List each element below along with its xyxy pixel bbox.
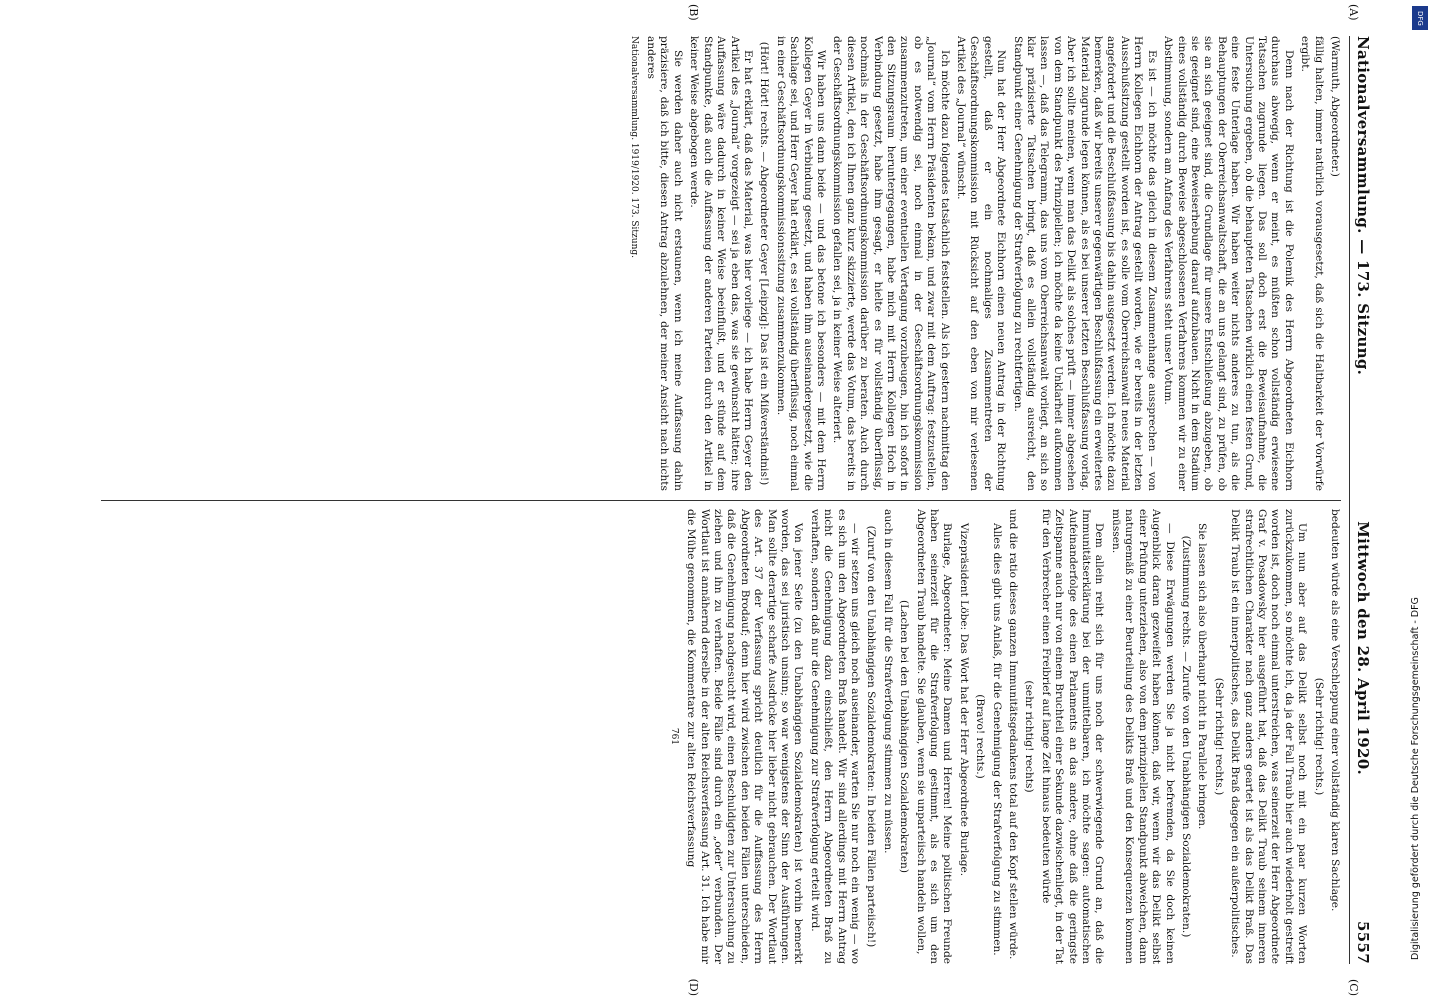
paragraph: Sie lassen sich also überhaupt nicht in Parallele bringen. (1196, 523, 1209, 830)
columns (101, 36, 1341, 964)
interjection: (Zustimmung rechts. — Zurufe von den Unabhängigen Sozialdemokraten.) (1179, 535, 1192, 938)
paragraph: Alles dies gibt uns Anlaß, für die Genehmigung der Strafverfolgung zu stimmen. (990, 523, 1003, 956)
interjection: (Lachen bei den Unabhängigen Sozialdemokraten) (898, 599, 911, 874)
paragraph: Sie werden daher auch nicht erstaunen, wenn ich meine Auffassung dahin präzisiere, daß ich bitte, diesen Antrag abzulehnen, der meiner Ansicht nach nichts anderes (645, 36, 684, 491)
paragraph: Wir haben uns dann beide — und das betone ich besonders — mit dem Herrn Kollegen Geyer in Verbindung gesetzt, und haben ihm auseinandergesetzt, wie die Sachlage sei, und Herr Geyer hat erklärt, es sei vollständig überflüssig, noch einmal in einer Geschäftsordnungskommissionssitzung zusammenzukommen. (774, 36, 827, 491)
header-date: Mittwoch den 28. April 1920. (1354, 521, 1372, 776)
paragraph: bedeuten würde als eine Verschleppung einer vollständig klaren Sachlage. (1329, 509, 1341, 912)
margin-marker-a: (A) (1347, 4, 1360, 21)
paragraph: fällig halten, immer natürlich vorausgesetzt, daß sich die Haltbarkeit der Vorwürfe ergibt. (1299, 36, 1325, 491)
paragraph: Nun hat der Herr Abgeordnete Eichhorn einen neuen Antrag in der Richtung gestellt, daß er ein nochmaliges Zusammentreten der Geschäftsordnungskommission mit Rücksicht auf den eben von mir verlesenen Artikel des „Journal“ wünscht. (955, 36, 1008, 491)
page-number: 5557 (1354, 921, 1372, 964)
column-divider (101, 500, 1341, 501)
interjection: (Bravo! rechts.) (974, 694, 987, 779)
paragraph: Es ist — ich möchte das gleich in diesem Zusammenhange aussprechen — von Herrn Kollegen Eichhorn der Antrag gestellt worden, wie er bereits in der letzten Ausschußsitzung gestellt worden ist, es solle vom Oberreichsanwalt neues Material angefordert und die Beschlußfassung bis dahin ausgesetzt werden. Ich möchte dazu bemerken, daß wir bereits unserer gegenwärtigen Beschlußfassung ein erweitertes Material zugrunde legen können, als es bei unserer letzten Beschlußfassung vorlag. Aber ich sollte meinen, wenn man das Delikt als solches prüft — immer abgesehen von dem Standpunkt des Prinzipiellen; ich möchte da keine Unklarheit aufkommen lassen —, daß das Telegramm, das uns vom Oberreichsanwalt vorliegt, an sich so klar präzisierte Tatsachen bringt, daß es allein vollständig ausreicht, den Standpunkt einer Genehmigung der Strafverfolgung zu rechtfertigen. (1011, 36, 1158, 491)
document-page (40, 0, 1400, 1000)
paragraph: — Diese Erwägungen werden Sie ja nicht befremden, da Sie doch keinen Augenblick daran gezweifelt haben können, daß wir, wenn wir das Delikt selbst einer Prüfung unterziehen, also von dem prinzipiellen Standpunkt abweichen, dann naturgemäß zu einer Beurteilung des Delikts Braß und den Konsequenzen kommen müssen. (1109, 509, 1176, 964)
margin-marker-b: (B) (687, 4, 700, 21)
paragraph: Ich möchte dazu folgendes tatsächlich feststellen. Als ich gestern nachmittag den „Journal“ vom Herrn Präsidenten bekam, und zwar mit dem Auftrag: festzustellen, ob es notwendig sei, noch einmal in der Geschäftsordnungskommission zusammenzutreten, um einer eventuellen Vertagung vorzubeugen, bin ich sofort in den Sitzungsraum heruntergegangen, habe mich mit Herrn Kollegen Hoch in Verbindung gesetzt, habe ihm gesagt, er hielte es für vollständig überflüssig, nochmals in der Geschäftsordnungskommission darüber zu beraten. Auch durch diesen Artikel, den ich Ihnen ganz kurz skizzierte, werde das Votum, das bereits in der Geschäftsordnungskommission gefallen sei, ja in keiner Weise alteriert. (831, 36, 951, 491)
left-footer: Nationalversammlung. 1919/1920. 173. Sitzung. (628, 36, 639, 258)
dfg-logo: DFG (1412, 6, 1428, 30)
paragraph: Er hat erklärt, daß das Material, was hier vorliege — ich habe Herrn Geyer den Artikel des „Journal“ vorgezeigt — sei ja eben das, was sie gewünscht hätten; ihre Auffassung wäre dadurch in keiner Weise beeinflußt, und er stünde auf dem Standpunkte, daß auch die Auffassung der anderen Parteien durch den Artikel in keiner Weise abgebogen werde. (688, 36, 754, 491)
paragraph: und die ratio dieses ganzen Immunitätsgedankens total auf den Kopf stellen würde. (1007, 509, 1020, 960)
interjection: (Sehr richtig! rechts.) (1312, 677, 1325, 796)
credit-text: Digitalisierung gefördert durch die Deutsche Forschungsgemeinschaft - DFG (1410, 597, 1421, 960)
interjection: (Hört! Hört! rechts. — Abgeordneter Geyer [Leipzig]: Das ist ein Mißverständnis!) (758, 41, 771, 486)
margin-marker-c: (C) (1347, 979, 1360, 996)
paragraph: Von jener Seite (zu den Unabhängigen Sozialdemokraten) ist vorhin bemerkt worden, das sei juristisch unsinn; so war wenigstens der Sinn der Ausführungen. Man sollte derartige scharfe Ausdrücke hier lieber nicht gebrauchen. Der Wortlaut des Art. 37 der Verfassung spricht deutlich für die Auffassung des Herrn Abgeordneten Brodauf; denn hier wird zwischen den beiden Fällen unterschieden, daß die Genehmigung nachgesucht wird, einen Beschuldigten zur Untersuchung zu ziehen und ihn zu verhaften. Beide Fälle sind durch ein „oder“ verbunden. Der Wortlaut ist annähernd derselbe in der alten Reichsverfassung Art. 31. Ich habe mir die Mühe genommen, die Kommentare zur alten Reichsverfassung (685, 509, 805, 964)
interjection: (sehr richtig! rechts) (1023, 680, 1036, 793)
right-footer: 761 (668, 727, 679, 746)
paragraph: Um nun aber auf das Delikt selbst noch mit ein paar kurzen Worten zurückzukommen, so möchte ich, da ja der Fall Traub hier auch wiederholt gestreift worden ist, doch noch einmal unterstreichen, was seinerzeit der Herr Abgeordnete Graf v. Posadowsky hier ausgeführt hat, daß das Delikt Traub seinem inneren strafrechtlichen Charakter nach ganz anders geartet ist als das Delikt Braß. Das Delikt Traub ist ein innerpolitisches, das Delikt Braß dagegen ein außerpolitisches. (1229, 509, 1309, 964)
paragraph: auch in diesem Fall für die Strafverfolgung stimmen zu müssen. (881, 509, 894, 854)
speaker-paragraph: Vizepräsident Löbe: Das Wort hat der Herr Abgeordnete Burlage. (957, 523, 970, 877)
paragraph: — wir setzen uns gleich noch auseinander, warten Sie nur noch ein wenig — wo es sich um den Abgeordneten Braß handelt. Wir sind allerdings mit Herrn Antrag nicht die Genehmigung dazu einschließt, den Herrn Abgeordneten Braß zu verhaften, sondern daß nur die Genehmigung zur Strafverfolgung erteilt wird. (808, 509, 861, 964)
page-header (1349, 36, 1372, 964)
paragraph: Denn nach der Richtung ist die Polemik des Herrn Abgeordneten Eichhorn durchaus abwegig, wenn er meint, es müßten schon vollständig erwiesene Tatsachen zugrunde liegen. Das soll doch erst die Beweisaufnahme, die Untersuchung ergeben, ob die behaupteten Tatsachen wirklich einen festen Grund, eine feste Unterlage haben. Wir haben weiter nichts anderes zu tun, als die Behauptungen der Oberreichsanwaltschaft, die an uns gelangt sind, zu prüfen, ob sie an sich geeignet sind, die Grundlage für unsere Entschließung abzugeben, ob sie geeignet sind, eine Beweiserhebung darauf aufzubauen. Nicht in dem Stadium eines vollständig durch Beweise abgeschlossenen Verfahrens kommen wir zu einer Abstimmung, sondern am Anfang des Verfahrens steht unser Votum. (1162, 36, 1295, 491)
digitization-credit (1402, 0, 1430, 1000)
interjection: (Sehr richtig! rechts.) (1212, 677, 1225, 796)
paragraph: (Warmuth, Abgeordneter.) (1329, 36, 1341, 177)
interjection: (Zuruf von den Unabhängigen Sozialdemokraten: In beiden Fällen parteiisch!) (865, 525, 878, 948)
header-left: Nationalversammlung. — 173. Sitzung. (1354, 36, 1372, 376)
margin-marker-d: (D) (687, 978, 700, 996)
paragraph: Dem allein reiht sich für uns noch der schwerwiegende Grund an, daß die Immunitätserklärung bei der unmittelbaren, ich möchte sagen: automatischen Aufeinanderfolge des einen Parlaments an das andere, ohne daß die geringste Zeitspanne auch nur von einem Bruchteil einer Sekunde dazwischenliegt, in der Tat für den Verbrecher einen Freibrief auf lange Zeit hinaus bedeuten würde (1039, 509, 1106, 964)
right-column (101, 509, 1341, 964)
left-column (101, 36, 1341, 491)
speaker-paragraph: Burlage, Abgeordneter: Meine Damen und Herren! Meine politischen Freunde haben seinerzeit für die Strafverfolgung gestimmt, als es sich um den Abgeordneten Traub handelte. Sie glauben, wenn sie unparteiisch handeln wollen, (914, 509, 954, 964)
